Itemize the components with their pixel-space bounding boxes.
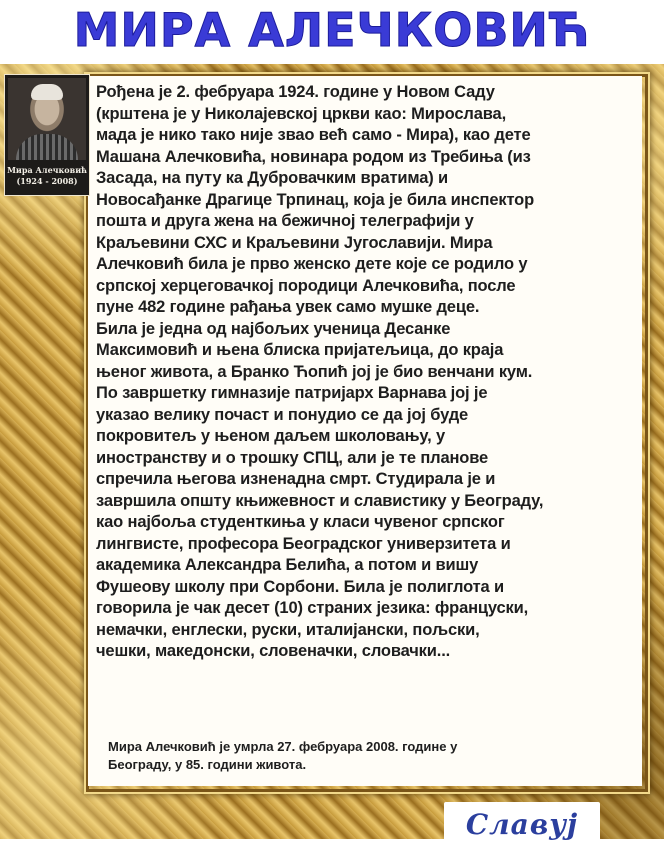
bio-line: као најбоља студенткиња у класи чувеног српског: [96, 513, 505, 531]
portrait-caption-years: (1924 - 2008): [16, 176, 78, 186]
portrait-caption: [5, 165, 89, 187]
bio-line: немачки, енглески, руски, италијански, пољски,: [96, 620, 480, 639]
bio-line: покровитељ у њеном даљем школовању, у: [96, 427, 446, 445]
bio-line: Машана Алечковића, новинара родом из Требиња (из: [96, 147, 531, 166]
bio-line: мада је нико тако није звао већ само - Мира), као дете: [96, 126, 531, 144]
portrait-shoulders: [16, 134, 78, 160]
biography-text: [96, 82, 634, 663]
bio-line: академика Александра Белића, а потом и вишу: [96, 556, 479, 574]
bio-line: Новосађанке Драгице Трпинац, која је била инспектор: [96, 190, 535, 209]
bio-line: Фушеову школу при Сорбони. Била је полиглота и: [96, 577, 504, 596]
bio-line: (крштена је у Николајевској цркви као: Мирослава,: [96, 104, 507, 123]
page-title: МИРА АЛЕЧКОВИЋ: [73, 3, 591, 57]
bio-line: завршила општу књижевност и славистику у Београду,: [96, 491, 544, 510]
bio-line: чешки, македонски, словеначки, словачки...: [96, 642, 451, 660]
bio-line: По завршетку гимназије патријарх Варнава јој је: [96, 384, 488, 402]
portrait-caption-name: Мира Алечковић: [7, 165, 87, 175]
bio-line: иностранству и о трошку СПЦ, али је те планове: [96, 448, 489, 467]
portrait-hair: [31, 84, 63, 100]
signature: Славуј: [465, 808, 579, 841]
bio-line: говорила је чак десет (10) страних језика: француски,: [96, 599, 529, 617]
signature-box: [444, 802, 600, 866]
bio-line: српској херцеговачкој породици Алечковића, после: [96, 276, 516, 295]
bio-line: Максимовић и њена блиска пријатељица, до краја: [96, 341, 504, 359]
portrait-image: [8, 78, 86, 160]
death-note: [108, 738, 628, 774]
bio-line: Краљевини СХС и Краљевини Југославији. Мира: [96, 233, 493, 252]
portrait-photo: [4, 74, 90, 196]
bio-line: њеног живота, а Бранко Ћопић јој је био венчани кум.: [96, 362, 533, 381]
bio-line: Алечковић била је прво женско дете које се родило у: [96, 255, 528, 273]
death-line: Мира Алечковић је умрла 27. фебруара 2008. године у: [108, 739, 458, 754]
gold-frame: [0, 64, 664, 839]
bio-line: пуне 482 године рађања увек само мушке деце.: [96, 298, 480, 316]
bio-line: указао велику почаст и понудио се да јој буде: [96, 405, 469, 424]
text-panel: [88, 76, 642, 786]
bio-line: Била је једна од најбољих ученица Десанке: [96, 319, 451, 338]
bio-line: Засада, на путу ка Дубровачким вратима) и: [96, 169, 449, 187]
death-line: Београду, у 85. години живота.: [108, 757, 307, 772]
bio-line: пошта и друга жена на бежичној телеграфији у: [96, 212, 474, 230]
bio-line: спречила његова изненадна смрт. Студирала је и: [96, 470, 496, 488]
bio-line: Рођена је 2. фебруара 1924. године у Новом Саду: [96, 83, 495, 101]
bio-line: лингвисте, професора Београдског универзитета и: [96, 534, 511, 553]
